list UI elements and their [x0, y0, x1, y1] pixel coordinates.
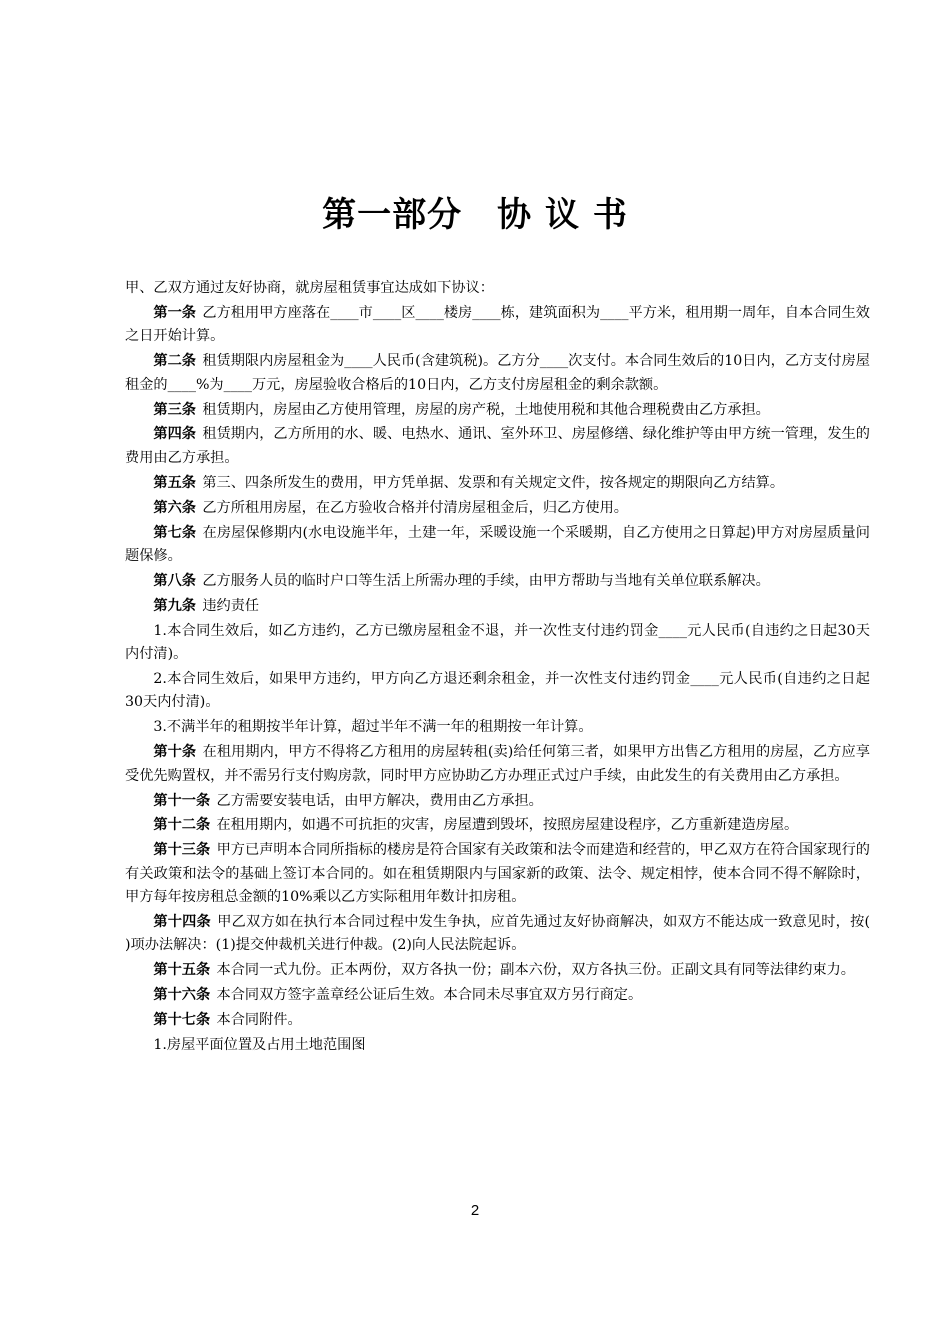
article-heading: 第八条 — [153, 572, 196, 589]
article-17 — [125, 1009, 870, 1032]
breach-item-2: 2.本合同生效后，如果甲方违约，甲方向乙方退还剩余租金，并一次性支付违约罚金____元人民币(自违约之日起30天内付清)。 — [125, 671, 870, 711]
article-text: 租赁期内，房屋由乙方使用管理，房屋的房产税，土地使用税和其他合理税费由乙方承担。 — [202, 401, 770, 418]
article-heading: 第十二条 — [153, 817, 211, 834]
article-heading: 第二条 — [153, 353, 196, 370]
article-1 — [125, 302, 870, 349]
article-text: 乙方租用甲方座落在____市____区____楼房____栋，建筑面积为____平方米，租用期一周年，自本合同生效之日开始计算。 — [125, 304, 870, 345]
article-9 — [125, 595, 870, 618]
article-heading: 第九条 — [153, 597, 196, 614]
breach-item-3: 3.不满半年的租期按半年计算，超过半年不满一年的租期按一年计算。 — [153, 719, 593, 736]
article-13 — [125, 839, 870, 909]
article-12 — [125, 814, 870, 837]
article-text: 租赁期内，乙方所用的水、暖、电热水、通讯、室外环卫、房屋修缮、绿化维护等由甲方统一管理，发生的费用由乙方承担。 — [125, 426, 870, 466]
breach-item-1: 1.本合同生效后，如乙方违约，乙方已缴房屋租金不退，并一次性支付违约罚金____元人民币(自违约之日起30天内付清)。 — [125, 622, 870, 663]
article-text: 本合同一式九份。正本两份，双方各执一份；副本六份，双方各执三份。正副文具有同等法律约束力。 — [216, 962, 855, 979]
article-text: 第三、四条所发生的费用，甲方凭单据、发票和有关规定文件，按各规定的期限向乙方结算。 — [202, 474, 785, 491]
article-15 — [125, 959, 870, 982]
article-7 — [125, 522, 870, 569]
article-heading: 第十条 — [153, 744, 197, 761]
article-heading: 第三条 — [153, 401, 196, 418]
article-text: 在租用期内，如遇不可抗拒的灾害，房屋遭到毁坏，按照房屋建设程序，乙方重新建造房屋。 — [216, 817, 799, 834]
article-heading: 第四条 — [153, 426, 197, 443]
attachment-item-1: 1.房屋平面位置及占用土地范围图 — [153, 1037, 366, 1054]
article-text: 乙方服务人员的临时户口等生活上所需办理的手续，由甲方帮助与当地有关单位联系解决。 — [202, 572, 770, 589]
intro-paragraph: 甲、乙双方通过友好协商，就房屋租赁事宜达成如下协议： — [125, 280, 494, 296]
article-heading: 第六条 — [153, 499, 196, 516]
article-heading: 第十三条 — [153, 842, 211, 859]
article-heading: 第十六条 — [153, 987, 211, 1004]
article-heading: 第五条 — [153, 474, 196, 491]
article-heading: 第十五条 — [153, 962, 211, 979]
article-16 — [125, 984, 870, 1007]
article-text: 本合同附件。 — [216, 1012, 302, 1029]
article-11 — [125, 790, 870, 813]
article-5 — [125, 472, 870, 495]
page-number: 2 — [470, 1202, 480, 1219]
article-heading: 第十四条 — [153, 914, 211, 931]
article-text: 本合同双方签字盖章经公证后生效。本合同未尽事宜双方另行商定。 — [216, 987, 643, 1004]
article-text: 乙方需要安装电话，由甲方解决，费用由乙方承担。 — [216, 792, 543, 809]
article-6 — [125, 497, 870, 520]
article-heading: 第十一条 — [153, 792, 211, 809]
document-title: 第一部分 协 议 书 — [322, 195, 628, 235]
contract-body — [125, 277, 870, 1059]
article-8 — [125, 570, 870, 593]
article-2 — [125, 350, 870, 397]
article-text: 甲方已声明本合同所指标的楼房是符合国家有关政策和法令而建造和经营的，甲乙双方在符合国家现行的有关政策和法令的基础上签订本合同的。如在租赁期限内与国家新的政策、法令、规定相悖，使本合同不得不解除时，甲方每年按房租总金额的10%乘以乙方实际租用年数计扣房租。 — [125, 842, 870, 906]
article-10 — [125, 741, 870, 788]
article-4 — [125, 423, 870, 470]
article-text: 甲乙双方如在执行本合同过程中发生争执，应首先通过友好协商解决，如双方不能达成一致意见时，按( )项办法解决：(1)提交仲裁机关进行仲裁。(2)向人民法院起诉。 — [125, 914, 870, 954]
article-heading: 第一条 — [153, 304, 197, 321]
article-heading: 第十七条 — [153, 1012, 211, 1029]
article-text: 在房屋保修期内(水电设施半年，土建一年，采暖设施一个采暖期，自乙方使用之日算起)甲方对房屋质量问题保修。 — [125, 524, 870, 564]
article-text: 乙方所租用房屋，在乙方验收合格并付清房屋租金后，归乙方使用。 — [202, 499, 628, 516]
article-text: 租赁期限内房屋租金为____人民币(含建筑税)。乙方分____次支付。本合同生效后的10日内，乙方支付房屋租金的____%为____万元，房屋验收合格后的10日内，乙方支付房屋租金的剩余款额。 — [125, 353, 870, 393]
article-heading: 第七条 — [153, 524, 197, 541]
article-14 — [125, 911, 870, 958]
article-text: 在租用期内，甲方不得将乙方租用的房屋转租(卖)给任何第三者，如果甲方出售乙方租用的房屋，乙方应享受优先购置权，并不需另行支付购房款，同时甲方应协助乙方办理正式过户手续，由此发生的有关费用由乙方承担。 — [125, 744, 870, 784]
article-text: 违约责任 — [202, 597, 260, 614]
article-3 — [125, 399, 870, 422]
